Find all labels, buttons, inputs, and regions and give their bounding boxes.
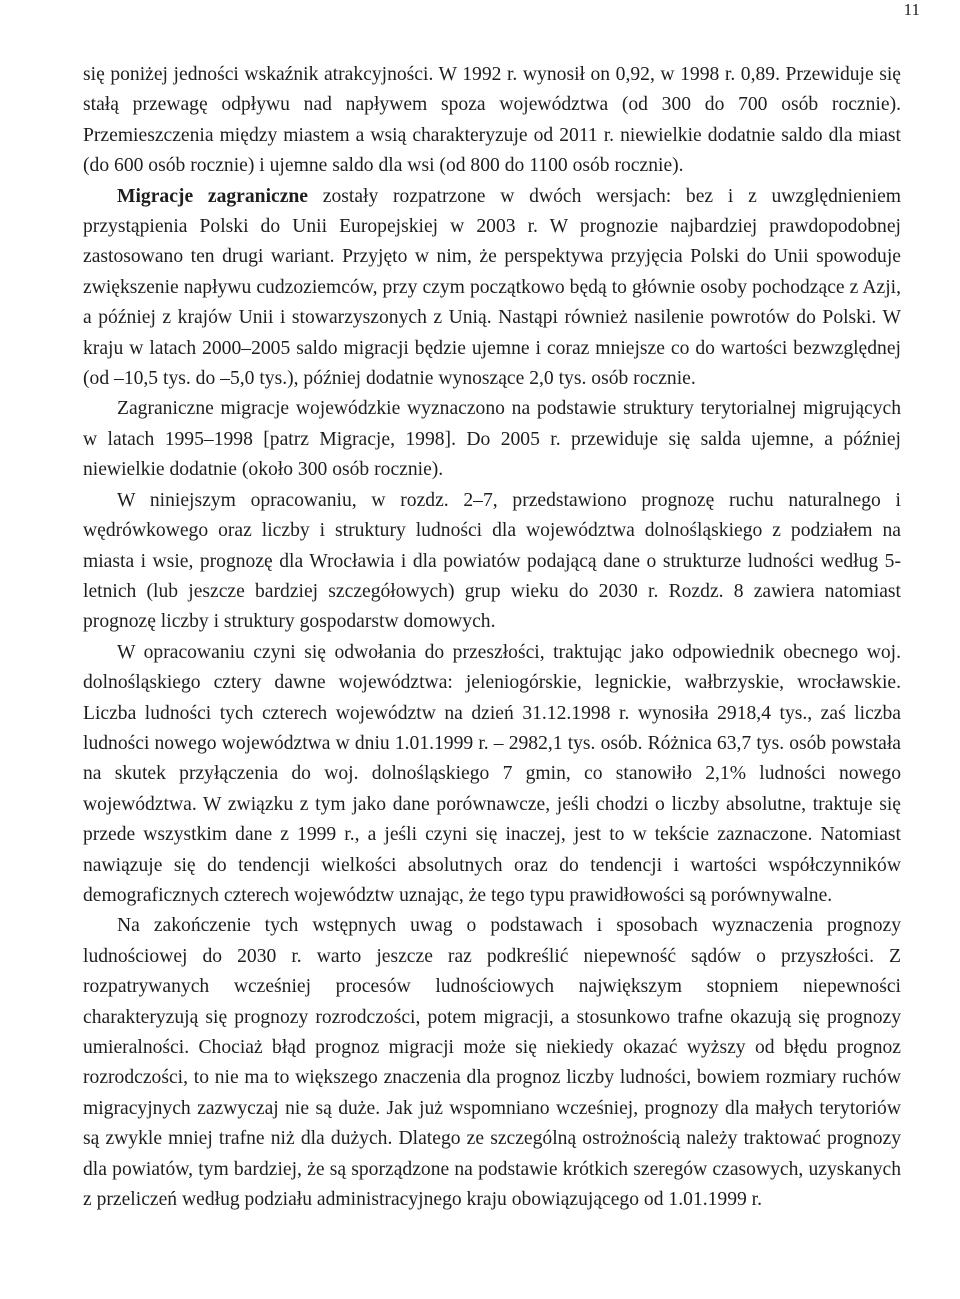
body-text	[83, 60, 901, 1215]
paragraph-2	[83, 182, 901, 395]
paragraph-3: Zagraniczne migracje wojewódzkie wyznaczono na podstawie struktury terytorialnej migrujących w latach 1995–1998 [patrz Migracje, 1998]. Do 2005 r. przewiduje się salda ujemne, a później niewielkie dodatnie (około 300 osób rocznie).	[83, 398, 901, 481]
paragraph-5: W opracowaniu czyni się odwołania do przeszłości, traktując jako odpowiednik obecnego woj. dolnośląskiego cztery dawne województwa: jeleniogórskie, legnickie, wałbrzyskie, wrocławskie. Liczba ludności tych czterech województw na dzień 31.12.1998 r. wynosiła 2918,4 tys., zaś liczba ludności nowego województwa w dniu 1.01.1999 r. – 2982,1 tys. osób. Różnica 63,7 tys. osób powstała na skutek przyłączenia do woj. dolnośląskiego 7 gmin, co stanowiło 2,1% ludności nowego województwa. W związku z tym jako dane porównawcze, jeśli chodzi o liczby absolutne, traktuje się przede wszystkim dane z 1999 r., a jeśli czyni się inaczej, jest to w tekście zaznaczone. Natomiast nawiązuje się do tendencji wielkości absolutnych oraz do tendencji i wartości współczynników demograficznych czterech województw uznając, że tego typu prawidłowości są porównywalne.	[83, 641, 901, 906]
paragraph-6: Na zakończenie tych wstępnych uwag o podstawach i sposobach wyznaczenia prognozy ludnościowej do 2030 r. warto jeszcze raz podkreślić niepewność sądów o przyszłości. Z rozpatrywanych wcześniej procesów ludnościowych największym stopniem niepewności charakteryzują się prognozy rozrodczości, potem migracji, a stosunkowo trafne okazują się prognozy umieralności. Chociaż błąd prognoz migracji może się niekiedy okazać wyższy od błędu prognoz rozrodczości, to nie ma to większego znaczenia dla prognoz liczby ludności, bowiem rozmiary ruchów migracyjnych zazwyczaj nie są duże. Jak już wspomniano wcześniej, prognozy dla małych terytoriów są zwykle mniej trafne niż dla dużych. Dlatego ze szczególną ostrożnością należy traktować prognozy dla powiatów, tym bardziej, że są sporządzone na podstawie krótkich szeregów czasowych, uzyskanych z przeliczeń według podziału administracyjnego kraju obowiązującego od 1.01.1999 r.	[83, 915, 901, 1211]
page-number: 11	[903, 0, 920, 19]
paragraph-2-lead: Migracje zagraniczne	[117, 185, 309, 207]
paragraph-4: W niniejszym opracowaniu, w rozdz. 2–7, przedstawiono prognozę ruchu naturalnego i wędrówkowego oraz liczby i struktury ludności dla województwa dolnośląskiego z podziałem na miasta i wsie, prognozę dla Wrocławia i dla powiatów podającą dane o strukturze ludności według 5-letnich (lub jeszcze bardziej szczegółowych) grup wieku do 2030 r. Rozdz. 8 zawiera natomiast prognozę liczby i struktury gospodarstw domowych.	[83, 489, 901, 633]
paragraph-1: się poniżej jedności wskaźnik atrakcyjności. W 1992 r. wynosił on 0,92, w 1998 r. 0,89. Przewiduje się stałą przewagę odpływu nad napływem spoza województwa (od 300 do 700 osób rocznie). Przemieszczenia między miastem a wsią charakteryzuje od 2011 r. niewielkie dodatnie saldo dla miast (do 600 osób rocznie) i ujemne saldo dla wsi (od 800 do 1100 osób rocznie).	[83, 64, 901, 177]
paragraph-2-text: zostały rozpatrzone w dwóch wersjach: bez i z uwzględnieniem przystąpienia Polski do Unii Europejskiej w 2003 r. W prognozie najbardziej prawdopodobnej zastosowano ten drugi wariant. Przyjęto w nim, że perspektywa przyjęcia Polski do Unii spowoduje zwiększenie napływu cudzoziemców, przy czym początkowo będą to głównie osoby pochodzące z Azji, a później z krajów Unii i stowarzyszonych z Unią. Nastąpi również nasilenie powrotów do Polski. W kraju w latach 2000–2005 saldo migracji będzie ujemne i coraz mniejsze co do wartości bezwzględnej (od –10,5 tys. do –5,0 tys.), później dodatnie wynoszące 2,0 tys. osób rocznie.	[83, 185, 902, 390]
